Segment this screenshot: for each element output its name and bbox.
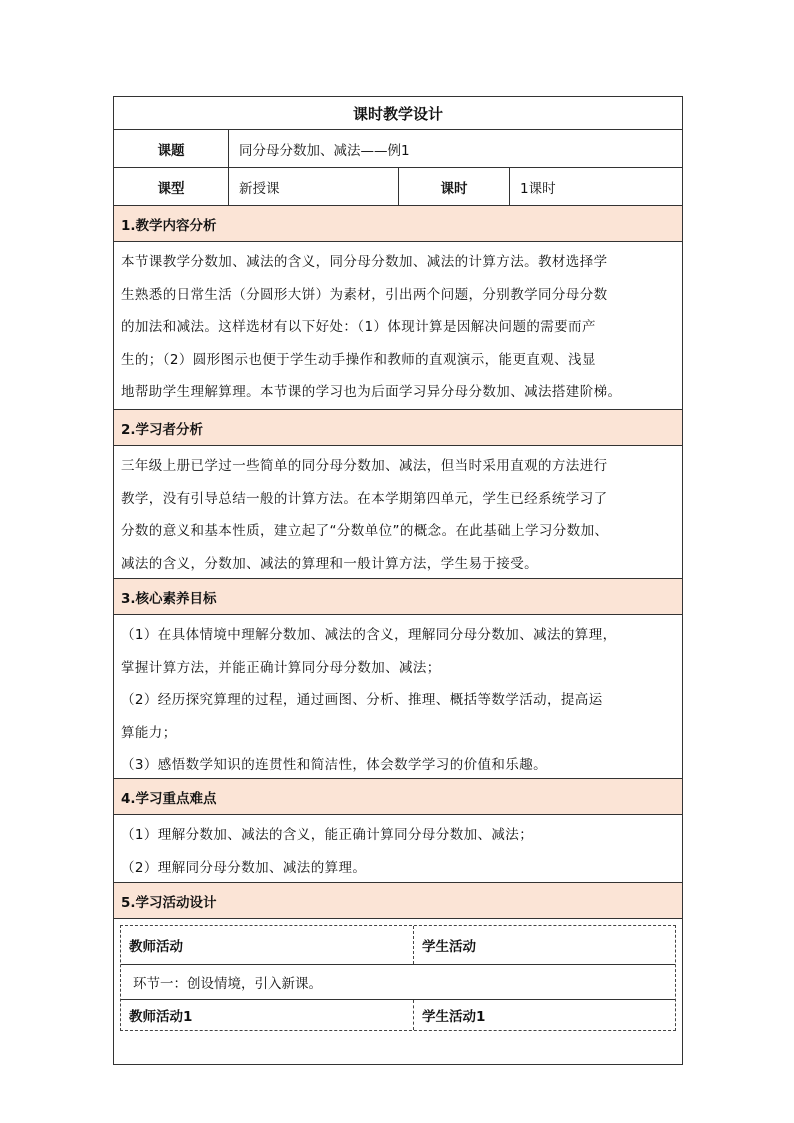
period-value: 1课时: [509, 168, 682, 205]
text-line: （1）在具体情境中理解分数加、减法的含义，理解同分母分数加、减法的算理，: [121, 627, 617, 643]
section-heading-content-analysis: 1.教学内容分析: [114, 205, 682, 241]
section-body-core-goals: [114, 614, 682, 778]
activity-table: [120, 925, 676, 1031]
section-heading-learner-analysis: 2.学习者分析: [114, 409, 682, 445]
section-heading-key-points: 4.学习重点难点: [114, 778, 682, 814]
activity-design-area: [114, 918, 682, 1064]
text-line: （1）理解分数加、减法的含义，能正确计算同分母分数加、减法；: [121, 827, 534, 843]
activity-header-row: [121, 926, 675, 964]
text-line: 掌握计算方法，并能正确计算同分母分数加、减法；: [121, 659, 441, 676]
teacher-activity-1: 教师活动1: [129, 1009, 193, 1025]
text-line: 三年级上册已学过一些简单的同分母分数加、减法，但当时采用直观的方法进行: [121, 458, 608, 474]
text-line: （2）经历探究算理的过程，通过画图、分析、推理、概括等数学活动，提高运: [121, 692, 603, 708]
teacher-activity-header: 教师活动: [129, 939, 183, 955]
text-line: 生的；（2）圆形图示也便于学生动手操作和教师的直观演示，能更直观、浅显: [121, 351, 596, 368]
text-line: （2）理解同分母分数加、减法的算理。: [121, 859, 367, 876]
type-row: [114, 167, 682, 205]
section-heading-activity-design: 5.学习活动设计: [114, 882, 682, 918]
text-line: 本节课教学分数加、减法的含义，同分母分数加、减法的计算方法。教材选择学: [121, 254, 608, 270]
text-line: 生熟悉的日常生活（分圆形大饼）为素材，引出两个问题，分别教学同分母分数: [121, 286, 608, 303]
activity-step-row: [121, 964, 675, 999]
text-line: 分数的意义和基本性质，建立起了“分数单位”的概念。在此基础上学习分数加、: [121, 523, 609, 539]
lesson-plan-table: [113, 96, 683, 1065]
period-label: 课时: [398, 168, 509, 205]
topic-row: [114, 129, 682, 167]
student-activity-header: 学生活动: [413, 926, 675, 964]
text-line: （3）感悟数学知识的连贯性和简洁性，体会数学学习的价值和乐趣。: [121, 757, 547, 773]
text-line: 地帮助学生理解算理。本节课的学习也为后面学习异分母分数加、减法搭建阶梯。: [121, 384, 622, 400]
type-label: 课型: [157, 180, 185, 197]
topic-label: 课题: [157, 142, 185, 159]
step-one-label: 环节一：创设情境，引入新课。: [133, 976, 322, 992]
document-title: 课时教学设计: [352, 104, 443, 123]
text-line: 减法的含义，分数加、减法的算理和一般计算方法，学生易于接受。: [121, 555, 538, 572]
topic-value: 同分母分数加、减法——例1: [228, 130, 682, 167]
activity-detail-row: [121, 999, 675, 1030]
text-line: 算能力；: [121, 724, 177, 741]
section-body-key-points: [114, 814, 682, 882]
section-body-content-analysis: [114, 241, 682, 409]
section-heading-core-goals: 3.核心素养目标: [114, 578, 682, 614]
section-body-learner-analysis: [114, 445, 682, 578]
text-line: 教学，没有引导总结一般的计算方法。在本学期第四单元，学生已经系统学习了: [121, 490, 608, 507]
student-activity-1: 学生活动1: [413, 1000, 675, 1030]
type-value: 新授课: [228, 168, 398, 205]
text-line: 的加法和减法。这样选材有以下好处：（1）体现计算是因解决问题的需要而产: [121, 319, 596, 335]
